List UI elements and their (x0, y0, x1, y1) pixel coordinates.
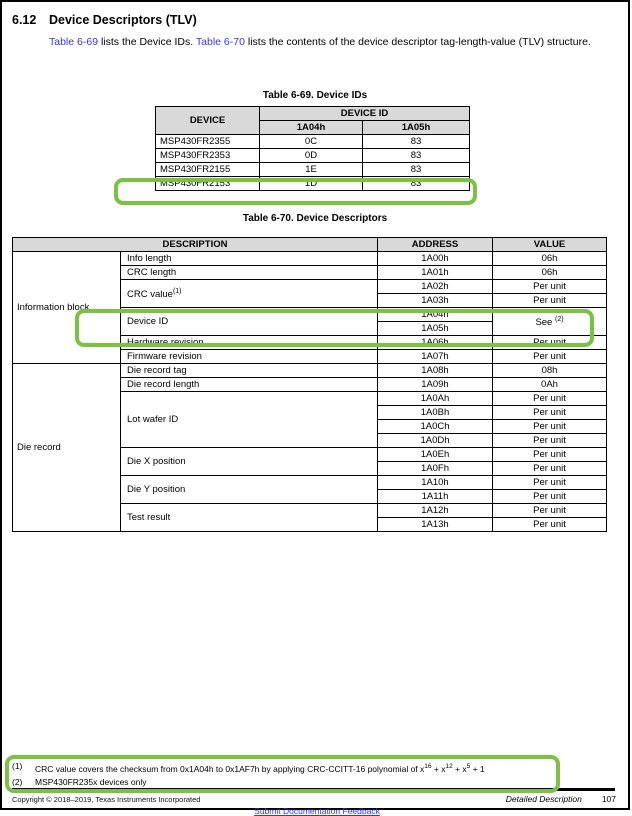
value-cell: 08h (493, 364, 607, 378)
address-cell: 1A01h (378, 266, 493, 280)
description-cell: Lot wafer ID (121, 392, 378, 448)
group-label-information-block: Information block (13, 252, 121, 364)
address-cell: 1A13h (378, 518, 493, 532)
footnote-2-text: MSP430FR235x devices only (35, 776, 147, 787)
value-cell: Per unit (493, 490, 607, 504)
address-cell: 1A0Ch (378, 420, 493, 434)
description-cell: Die record length (121, 378, 378, 392)
device-descriptors-table (12, 237, 607, 532)
address-cell: 1A10h (378, 476, 493, 490)
value-cell: Per unit (493, 434, 607, 448)
footnote-ref-2: (2) (554, 316, 564, 324)
section-heading (12, 13, 197, 27)
table-row (156, 135, 470, 149)
address-cell: 1A04h (378, 308, 493, 322)
address-cell: 1A0Fh (378, 462, 493, 476)
table-6-70-title: Table 6-70. Device Descriptors (242, 213, 388, 224)
table-header-row (156, 107, 470, 121)
id-cell: 83 (363, 135, 470, 149)
description-text: CRC value (127, 289, 173, 301)
table-row (13, 364, 607, 378)
section-title: Device Descriptors (TLV) (49, 13, 197, 27)
address-cell: 1A0Eh (378, 448, 493, 462)
intro-text-2: lists the contents of the device descriptor tag-length-value (TLV) structure. (244, 36, 591, 48)
device-cell: MSP430FR2353 (156, 149, 260, 163)
link-table-6-69[interactable]: Table 6-69 (49, 36, 99, 48)
id-cell: 1D (260, 177, 363, 191)
footnote-1-number: (1) (12, 761, 23, 771)
footnote-1-text: CRC value covers the checksum from 0x1A04h to 0x1AF7h by applying CRC-CCITT-16 polynomial of $x^{16} + x^{12} + x^5 + 1$ (35, 763, 485, 774)
value-cell: 06h (493, 266, 607, 280)
value-cell: Per unit (493, 280, 607, 294)
id-cell: 83 (363, 149, 470, 163)
value-cell: 0Ah (493, 378, 607, 392)
page-footer (12, 794, 616, 804)
value-cell: Per unit (493, 518, 607, 532)
col-header-value: VALUE (493, 238, 607, 252)
description-cell: Hardware revision (121, 336, 378, 350)
id-cell: 83 (363, 163, 470, 177)
value-cell: Per unit (493, 448, 607, 462)
intro-paragraph (49, 35, 615, 50)
table-row (156, 163, 470, 177)
value-cell: Per unit (493, 504, 607, 518)
id-cell: 1E (260, 163, 363, 177)
footnote-1 (12, 760, 557, 776)
id-cell: 83 (363, 177, 470, 191)
description-cell: Firmware revision (121, 350, 378, 364)
value-cell: Per unit (493, 462, 607, 476)
description-cell: Test result (121, 504, 378, 532)
section-number: 6.12 (12, 13, 37, 27)
address-cell: 1A09h (378, 378, 493, 392)
copyright-text: Copyright © 2018–2019, Texas Instruments Incorporated (12, 795, 201, 804)
value-cell (493, 308, 607, 336)
device-cell: MSP430FR2355 (156, 135, 260, 149)
description-cell: Device ID (121, 308, 378, 336)
footer-section-name: Detailed Description (505, 794, 582, 804)
link-table-6-70[interactable]: Table 6-70 (195, 36, 245, 48)
address-cell: 1A06h (378, 336, 493, 350)
page-number: 107 (601, 794, 616, 804)
col-header-device: DEVICE (156, 107, 260, 135)
value-cell: Per unit (493, 336, 607, 350)
address-cell: 1A0Dh (378, 434, 493, 448)
description-cell: Die Y position (121, 476, 378, 504)
footnote-2 (12, 776, 557, 789)
value-cell: Per unit (493, 392, 607, 406)
id-cell: 0C (260, 135, 363, 149)
footnote-2-number: (2) (12, 776, 23, 787)
col-header-1a05h: 1A05h (363, 121, 470, 135)
address-cell: 1A11h (378, 490, 493, 504)
value-cell: Per unit (493, 294, 607, 308)
table-row (156, 149, 470, 163)
value-cell: Per unit (493, 406, 607, 420)
description-cell: CRC length (121, 266, 378, 280)
table-row-highlighted (156, 177, 470, 191)
value-text: See (535, 317, 553, 329)
col-header-description: DESCRIPTION (13, 238, 378, 252)
address-cell: 1A00h (378, 252, 493, 266)
address-cell: 1A0Ah (378, 392, 493, 406)
device-cell: MSP430FR2155 (156, 163, 260, 177)
description-cell: Info length (121, 252, 378, 266)
device-cell: MSP430FR2153 (156, 177, 260, 191)
table-6-69-title: Table 6-69. Device IDs (262, 90, 368, 101)
address-cell: 1A12h (378, 504, 493, 518)
feedback-link-container (2, 806, 632, 816)
col-header-1a04h: 1A04h (260, 121, 363, 135)
value-cell: 06h (493, 252, 607, 266)
footnote-ref-1: (1) (172, 288, 182, 296)
device-ids-table (155, 106, 470, 191)
description-cell: Die X position (121, 448, 378, 476)
id-cell: 0D (260, 149, 363, 163)
value-cell: Per unit (493, 420, 607, 434)
footnotes (12, 760, 557, 789)
group-label-die-record: Die record (13, 364, 121, 532)
address-cell: 1A05h (378, 322, 493, 336)
address-cell: 1A02h (378, 280, 493, 294)
description-cell (121, 280, 378, 308)
value-cell: Per unit (493, 350, 607, 364)
footer-rule (12, 788, 615, 791)
value-cell: Per unit (493, 476, 607, 490)
table-header-row (13, 238, 607, 252)
col-header-address: ADDRESS (378, 238, 493, 252)
submit-documentation-feedback-link[interactable]: Submit Documentation Feedback (254, 806, 380, 816)
col-header-device-id: DEVICE ID (260, 107, 470, 121)
address-cell: 1A07h (378, 350, 493, 364)
address-cell: 1A03h (378, 294, 493, 308)
description-cell: Die record tag (121, 364, 378, 378)
table-row (13, 252, 607, 266)
intro-text-1: lists the Device IDs. (98, 36, 196, 48)
address-cell: 1A0Bh (378, 406, 493, 420)
address-cell: 1A08h (378, 364, 493, 378)
